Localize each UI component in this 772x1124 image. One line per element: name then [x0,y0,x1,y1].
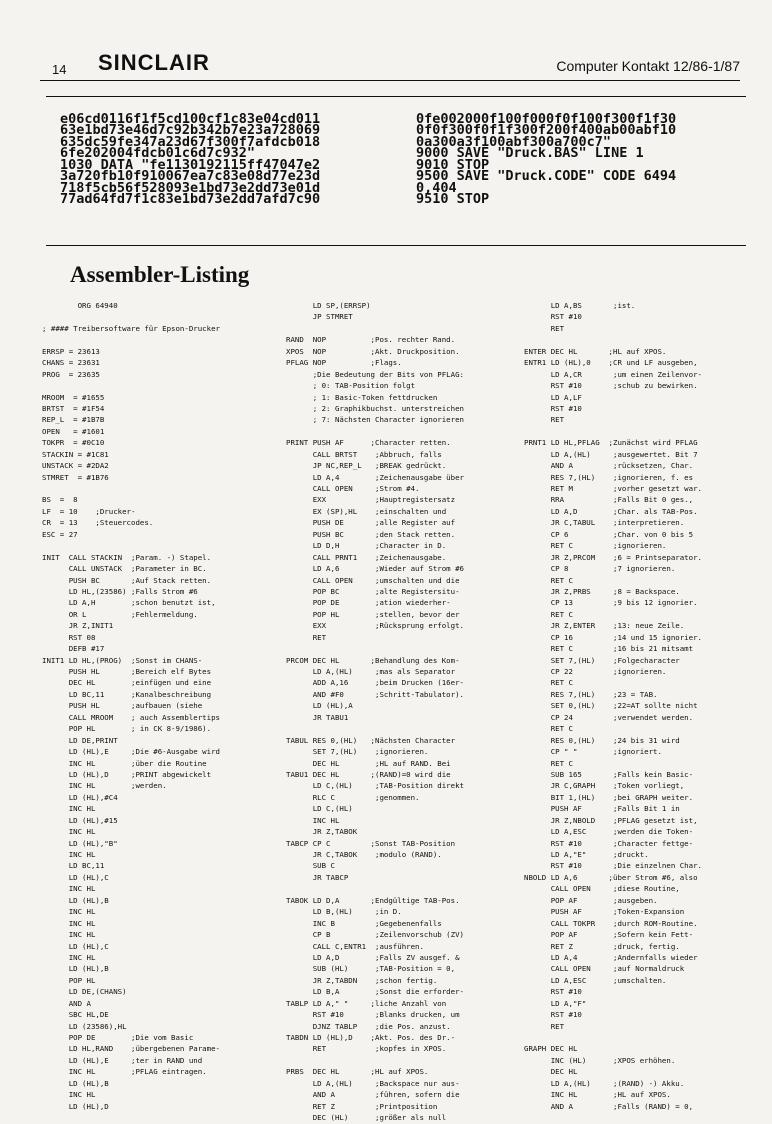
hex-line: 0fe002000f100f000f0f100f300f1f30 [416,111,677,127]
code-line: INC HL ;über die Routine [42,758,207,768]
code-line: PUSH AF ;Falls Bit 1 in [524,804,680,814]
code-line: NBOLD LD A,6 ;über Strom #6, also [524,872,698,882]
code-line [42,540,288,551]
code-line: POP BC ;alte Registersitu- [286,586,460,596]
code-line: INC HL [42,850,96,859]
code-line [286,1055,532,1066]
code-line: DJNZ TABLP ;die Pos. anzust. [286,1021,451,1031]
code-line: PROG = 23635 [42,369,100,379]
hex-line: 0f0f300f0f1f300f200f400ab00abf10 [416,122,677,139]
hex-line: 9500 SAVE "Druck.CODE" CODE 6494 [416,168,677,185]
code-line: ; 7: Nächsten Character ignorieren [286,415,464,425]
code-line: AND A ;führen, sofern die [286,1090,460,1100]
code-line: LD C,(HL) [286,804,353,814]
code-line: ENTR1 LD (HL),0 ;CR und LF ausgeben, [524,358,698,368]
code-line: CALL OPEN ;diese Routine, [524,884,680,894]
code-line: CP 16 ;14 und 15 ignorier. [524,632,702,642]
hex-line: 635dc59fe347a23d67f300f7afdcb018 [60,133,321,150]
code-line: LD A,4 ;Andernfalls wieder [524,952,698,962]
code-line: RST #10 ;Character fettge- [524,838,694,848]
code-line: RET Z ;druck, fertig. [524,941,680,951]
code-line: SUB C [286,861,335,871]
code-line: LD (HL),C [42,941,109,951]
code-line: LD (HL),B [42,964,109,974]
code-line: RET C [524,609,573,619]
hex-line: 6fe202004fdcb01c6d7c932" [60,145,256,162]
code-line: JR Z,TABDN ;schon fertig. [286,975,438,985]
code-line: LD A,D ;Falls ZV ausgef. & [286,952,460,962]
code-line: LD A,(HL) ;Backspace nur aus- [286,1078,460,1088]
code-line: RST #10 [524,987,582,997]
code-line: ERRSP = 23613 [42,346,100,356]
code-line: RST #10 ;Blanks drucken, um [286,1010,460,1020]
code-line: INC HL [42,952,96,962]
code-line: INC (HL) ;XPOS erhöhen. [524,1055,676,1065]
code-line: RET C [524,758,573,768]
code-line: RST 08 [42,632,96,642]
code-line: RET [286,632,327,642]
code-line: ; 2: Graphikbuchst. unterstreichen [286,403,464,413]
code-line: SET 7,(HL) ;ignorieren. [286,747,429,757]
code-line: RAND NOP ;Pos. rechter Rand. [286,335,456,345]
code-line [286,426,532,437]
code-line: LD A,(HL) ;ausgewertet. Bit 7 [524,449,698,459]
code-line: CALL OPEN ;Strom #4. [286,484,420,493]
listing-column-3 [524,300,770,1112]
code-line: CALL BRTST ;Abbruch, falls [286,449,442,459]
code-line: POP AF ;ausgeben. [524,895,658,905]
code-line: BS = 8 [42,495,78,505]
code-line: LD (HL),E ;ter in RAND und [42,1055,203,1065]
code-line: LD A,4 ;Zeichenausgabe über [286,472,464,482]
code-line: CP 8 ;7 ignorieren. [524,564,676,574]
code-line: CR = 13 ;Steuercodes. [42,518,154,528]
code-line: JR Z,PRBS ;8 = Backspace. [524,586,680,596]
code-line: CALL OPEN ;umschalten und die [286,575,460,585]
code-line: BIT 1,(HL) ;bei GRAPH weiter. [524,792,694,802]
code-line: INIT1 LD HL,(PROG) ;Sonst im CHANS- [42,655,203,665]
code-line: TABDN LD (HL),D ;Akt. Pos. des Dr.- [286,1033,456,1042]
code-line: RES 0,(HL) ;24 bis 31 wird [524,735,680,745]
code-line: ; #### Treibersoftware für Epson-Drucker [42,323,220,333]
code-line: DEC HL ;HL auf RAND. Bei [286,758,451,768]
page-header [40,48,740,81]
code-line: CP 22 ;ignorieren. [524,667,667,676]
code-line: RES 7,(HL) ;23 = TAB. [524,689,658,699]
code-line: JR Z,ENTER ;13: neue Zeile. [524,621,685,631]
hex-line: 9000 SAVE "Druck.BAS" LINE 1 [416,145,644,162]
code-line: LD A,BS ;ist. [524,301,636,310]
code-line [286,883,532,894]
code-line: RST #10 ;Die einzelnen Char. [524,861,702,871]
code-line: LD BC,11 ;Kanalbeschreibung [42,689,212,699]
code-line: LD BC,11 [42,861,105,871]
code-line: RRA ;Falls Bit 0 ges., [524,495,694,505]
code-line: CALL TOKPR ;durch ROM-Routine. [524,918,698,928]
code-line: JR TABU1 [286,712,349,722]
code-line: ; 1: Basic-Token fettdrucken [286,392,438,402]
code-line: RES 7,(HL) ;ignorieren, f. es [524,472,694,482]
hex-dump-box [46,96,746,246]
code-line: PUSH HL ;Bereich elf Bytes [42,667,212,676]
code-line [42,483,288,494]
code-line: RET [524,323,565,333]
code-line: LD A,"F" [524,998,587,1008]
code-line: SBC HL,DE [42,1010,109,1020]
code-line: CALL MROOM ; auch Assemblertips [42,712,220,722]
code-line: LD HL,RAND ;übergebenen Parame- [42,1044,220,1054]
hex-line: 3a720fb10f910067ea7c83e08d77e23d [60,168,321,185]
code-line: LD A,D ;Char. als TAB-Pos. [524,506,698,516]
code-line: LD B,(HL) ;in D. [286,907,402,917]
code-line: LF = 10 ;Drucker- [42,506,136,516]
code-line [286,723,532,734]
code-line: POP HL ;stellen, bevor der [286,609,460,619]
code-line: JR C,TABOK ;modulo (RAND). [286,850,442,859]
code-line: INC HL [42,918,96,928]
code-line: INC HL ;PFLAG eintragen. [42,1067,207,1077]
code-line [524,426,770,437]
code-line: LD (HL),D [42,1101,109,1111]
code-line: LD (HL),#15 [42,815,118,825]
code-line [42,334,288,345]
code-line: ;Die Bedeutung der Bits von PFLAG: [286,369,464,379]
code-line: RST #10 [524,312,582,322]
code-line: POP HL ; in CK 8-9/1986). [42,724,212,734]
code-line: INC HL [286,815,340,825]
code-line: POP HL [42,975,96,985]
code-line: INC HL ;HL auf XPOS. [524,1090,671,1100]
code-line: RET [524,415,565,425]
code-line: POP AF ;Sofern kein Fett- [524,930,694,940]
hex-line: 9510 STOP [416,191,490,208]
code-line: PRNT1 LD HL,PFLAG ;Zunächst wird PFLAG [524,438,698,448]
code-line: PUSH HL ;aufbauen (siehe [42,701,203,711]
code-line: DEC (HL) ;größer als null [286,1113,447,1123]
code-line: LD A,ESC ;umschalten. [524,975,667,985]
code-line: ORG 64940 [42,301,118,310]
code-line: MROOM = #1655 [42,392,105,402]
code-line: CP 24 ;verwendet werden. [524,712,694,722]
code-line: LD D,H ;Character in D. [286,541,447,551]
code-line: JR Z,NBOLD ;PFLAG gesetzt ist, [524,815,698,825]
code-line: LD (HL),B [42,1078,109,1088]
code-line: RET C ;16 bis 21 mitsamt [524,644,694,654]
code-line: SUB (HL) ;TAB-Position = 0, [286,964,456,974]
code-line: JR C,GRAPH ;Token vorliegt, [524,781,685,791]
code-line: INC HL [42,827,96,837]
code-line: PRINT PUSH AF ;Character retten. [286,438,451,448]
code-line: RST #10 [524,403,582,413]
code-line: STMRET = #1B76 [42,472,109,482]
code-line: LD (HL),"B" [42,838,118,848]
code-line: STACKIN = #1C81 [42,449,109,459]
code-line: ADD A,16 ;beim Drucken (16er- [286,678,464,688]
code-line: GRAPH DEC HL [524,1044,578,1054]
code-line: JR TABCP [286,872,349,882]
code-line: LD (HL),A [286,701,353,711]
code-line: CALL C,ENTR1 ;ausführen. [286,941,424,951]
code-line: PUSH BC ;den Stack retten. [286,529,456,539]
code-line: RST #10 ;schub zu bewirken. [524,381,698,391]
code-line: CP " " ;ignoriert. [524,747,662,757]
hex-line: e06cd0116f1f5cd100cf1c83e04cd011 [60,111,321,127]
code-line: TABUL RES 0,(HL) ;Nächsten Character [286,735,456,745]
code-line: SET 7,(HL) ;Folgecharacter [524,655,680,665]
code-line: POP DE ;Die vom Basic [42,1033,194,1042]
code-line: LD A,LF [524,392,582,402]
magazine-issue: Computer Kontakt 12/86-1/87 [556,58,740,74]
code-line [42,311,288,322]
code-line: CP 13 ;9 bis 12 ignorier. [524,598,698,608]
code-line: LD (HL),#C4 [42,792,118,802]
code-line: DEC HL [524,1067,578,1077]
code-line: CALL UNSTACK ;Parameter in BC. [42,564,207,574]
code-line: CHANS = 23631 [42,358,100,368]
hex-dump-right [416,111,677,208]
code-line: INC HL [42,1090,96,1100]
code-line: PUSH DE ;alle Register auf [286,518,456,528]
code-line: DEC HL ;einfügen und eine [42,678,212,688]
hex-line: 9010 STOP [416,156,490,173]
code-line: CALL PRNT1 ;Zeichenausgabe. [286,552,447,562]
code-line: LD A,CR ;um einen Zeilenvor- [524,369,702,379]
code-line: SUB 165 ;Falls kein Basic- [524,769,694,779]
code-line [286,323,532,334]
code-line: SET 0,(HL) ;22=AT sollte nicht [524,701,698,711]
hex-line: 1030 DATA "fe1130192115ff47047e2 [60,156,321,173]
code-line: OR L ;Fehlermeldung. [42,609,198,619]
code-line: LD A,(HL) ;mas als Separator [286,667,456,676]
code-line: LD (HL),B [42,895,109,905]
code-line: AND A ;Falls (RAND) = 0, [524,1101,694,1111]
code-line: XPOS NOP ;Akt. Druckposition. [286,346,460,356]
brand-title: SINCLAIR [98,50,210,75]
code-line: EXX ;Hauptregistersatz [286,495,456,505]
code-line: JR Z,INIT1 [42,621,114,631]
code-line [42,380,288,391]
code-line: INC HL [42,804,96,814]
code-line: RET M ;vorher gesetzt war. [524,484,702,493]
code-line: JP STMRET [286,312,353,322]
code-line: INC HL ;werden. [42,781,167,791]
code-line: INC HL [42,884,96,894]
page-number: 14 [52,62,67,77]
code-line: INC B ;Gegebenenfalls [286,918,442,928]
listing-column-1 [42,300,288,1112]
code-line: LD B,A ;Sonst die erforder- [286,987,464,997]
code-line: LD SP,(ERRSP) [286,301,371,310]
code-line [286,643,532,654]
code-line: JR Z,TABOK [286,827,358,837]
code-line: INC HL [42,930,96,940]
hex-line: 718f5cb56f528093e1bd73e2dd73e01d [60,179,321,196]
code-line: JP NC,REP_L ;BREAK gedrückt. [286,461,447,471]
code-line: RET C [524,724,573,734]
code-line: POP DE ;ation wiederher- [286,598,451,608]
code-line: ESC = 27 [42,529,78,539]
code-line: INC HL [42,907,96,917]
code-line: RET Z ;Printposition [286,1101,438,1111]
code-line: LD A,ESC ;werden die Token- [524,827,694,837]
code-line: PFLAG NOP ;Flags. [286,358,402,368]
code-line: LD DE,PRINT [42,735,118,745]
code-line: LD (HL),D ;PRINT abgewickelt [42,769,212,779]
section-title: Assembler-Listing [70,262,250,287]
code-line: UNSTACK = #2DA2 [42,461,109,471]
code-line: EXX ;Rücksprung erfolgt. [286,621,464,631]
code-line: INIT CALL STACKIN ;Param. -) Stapel. [42,552,212,562]
code-line: BRTST = #1F54 [42,403,105,413]
code-line: AND A ;rücksetzen, Char. [524,461,694,471]
code-line: PRCOM DEC HL ;Behandlung des Kom- [286,655,460,665]
code-line: RLC C ;genommen. [286,792,420,802]
code-line: RST #10 [524,1010,582,1020]
hex-dump-left [60,111,321,208]
code-line: RET C [524,575,573,585]
hex-line: 63e1bd73e46d7c92b342b7e23a728069 [60,122,321,139]
code-line: ; 0: TAB-Position folgt [286,381,416,391]
code-line: PRBS DEC HL ;HL auf XPOS. [286,1067,429,1077]
code-line: AND A [42,998,91,1008]
code-line: AND #F0 ;Schritt-Tabulator). [286,689,464,699]
hex-line: 77ad64fd7f1c83e1bd73e2dd7afd7c90 [60,191,321,208]
code-line: LD A,6 ;Wieder auf Strom #6 [286,564,464,574]
code-line: LD DE,(CHANS) [42,987,127,997]
code-line [524,334,770,345]
code-line: LD (23586),HL [42,1021,127,1031]
hex-line: 0a300a3f100abf300a700c7" [416,133,612,150]
code-line: LD (HL),C [42,872,109,882]
code-line: CP 6 ;Char. von 0 bis 5 [524,529,694,539]
code-line: RET ;kopfes in XPOS. [286,1044,447,1054]
code-line: ENTER DEC HL ;HL auf XPOS. [524,346,667,356]
code-line: CALL OPEN ;auf Normaldruck [524,964,685,974]
code-line: TABU1 DEC HL ;(RAND)=0 wird die [286,769,451,779]
code-line: EX (SP),HL ;einschalten und [286,506,447,516]
code-line: TABOK LD D,A ;Endgültige TAB-Pos. [286,895,460,905]
code-line: LD C,(HL) ;TAB-Position direkt [286,781,464,791]
code-line: TABCP CP C ;Sonst TAB-Position [286,838,456,848]
code-line: LD A,(HL) ;(RAND) -) Akku. [524,1078,685,1088]
code-line: PUSH AF ;Token-Expansion [524,907,685,917]
code-line: TABLP LD A," " ;liche Anzahl von [286,998,447,1008]
code-line: LD A,"E" ;druckt. [524,850,649,859]
code-line: PUSH BC ;Auf Stack retten. [42,575,212,585]
code-line: REP_L = #1B7B [42,415,105,425]
code-line [524,1032,770,1043]
code-line: LD A,H ;schon benutzt ist, [42,598,216,608]
code-line: JR Z,PRCOM ;6 = Printseparator. [524,552,702,562]
code-line: RET [524,1021,565,1031]
code-line: TOKPR = #0C10 [42,438,105,448]
listing-column-2 [286,300,532,1124]
code-line: RET C [524,678,573,688]
code-line: JR C,TABUL ;interpretieren. [524,518,685,528]
code-line: LD (HL),E ;Die #6-Ausgabe wird [42,747,220,757]
hex-line: 0,404 [416,179,457,196]
code-line: RET C ;ignorieren. [524,541,667,551]
code-line: DEFB #17 [42,644,105,654]
code-line: LD HL,(23586) ;Falls Strom #6 [42,586,198,596]
code-line: CP B ;Zeilenvorschub (ZV) [286,930,464,940]
code-line: OPEN = #1601 [42,426,105,436]
